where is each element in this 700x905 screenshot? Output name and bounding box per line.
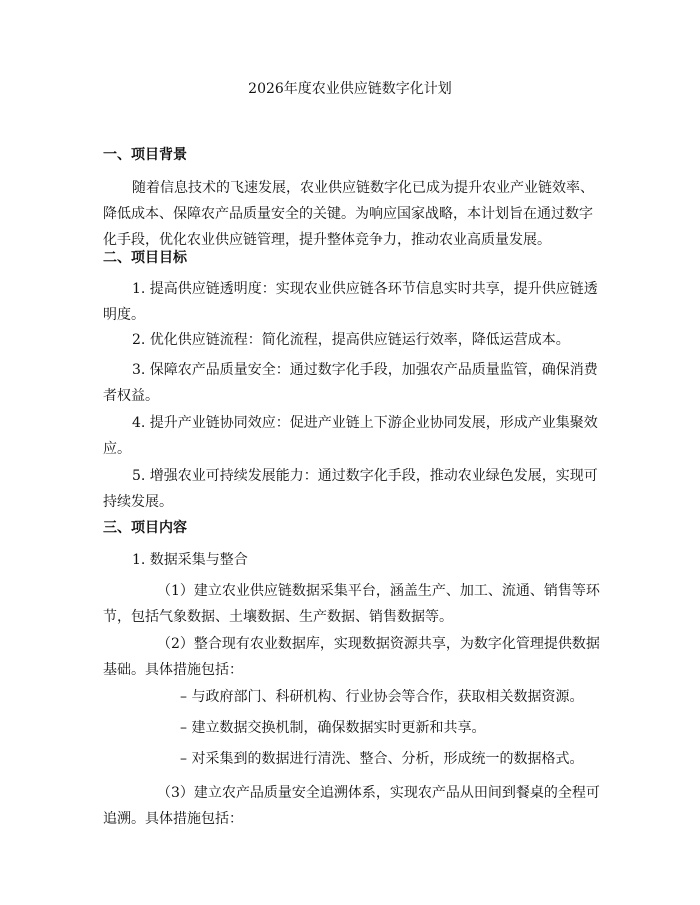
content-bullet-3: – 对采集到的数据进行清洗、整合、分析，形成统一的数据格式。 bbox=[180, 751, 584, 767]
goal-item-2: 2. 优化供应链流程：简化流程，提高供应链运行效率，降低运营成本。 bbox=[132, 332, 570, 348]
goal-item-5: 5. 增强农业可持续发展能力：通过数字化手段，推动农业绿色发展，实现可持续发展。 bbox=[103, 468, 598, 510]
content-bullet-2: – 建立数据交换机制，确保数据实时更新和共享。 bbox=[180, 720, 486, 736]
goal-item-4: 4. 提升产业链协同效应：促进产业链上下游企业协同发展，形成产业集聚效应。 bbox=[103, 415, 598, 457]
content-paragraph-3: （3）建立农产品质量安全追溯体系，实现农产品从田间到餐桌的全程可追溯。具体措施包括： bbox=[103, 785, 600, 827]
background-paragraph: 随着信息技术的飞速发展，农业供应链数字化已成为提升农业产业链效率、降低成本、保障农产品质量安全的关键。为响应国家战略，本计划旨在通过数字化手段，优化农业供应链管理，提升整体竞争力，推动农业高质量发展。 bbox=[103, 180, 594, 248]
goal-item-3: 3. 保障农产品质量安全：通过数字化手段，加强农产品质量监管，确保消费者权益。 bbox=[103, 362, 598, 404]
section-heading-goals: 二、项目目标 bbox=[103, 250, 187, 266]
goal-item-1: 1. 提高供应链透明度：实现农业供应链各环节信息实时共享，提升供应链透明度。 bbox=[103, 281, 598, 323]
content-bullet-1: – 与政府部门、科研机构、行业协会等合作，获取相关数据资源。 bbox=[180, 689, 584, 705]
section-heading-background: 一、项目背景 bbox=[103, 147, 187, 163]
content-paragraph-2: （2）整合现有农业数据库，实现数据资源共享，为数字化管理提供数据基础。具体措施包括： bbox=[103, 636, 600, 678]
content-subheading: 1. 数据采集与整合 bbox=[132, 552, 248, 568]
section-heading-content: 三、项目内容 bbox=[103, 520, 187, 536]
content-paragraph-1: （1）建立农业供应链数据采集平台，涵盖生产、加工、流通、销售等环节，包括气象数据、土壤数据、生产数据、销售数据等。 bbox=[103, 583, 600, 625]
document-title: 2026年度农业供应链数字化计划 bbox=[248, 81, 452, 97]
